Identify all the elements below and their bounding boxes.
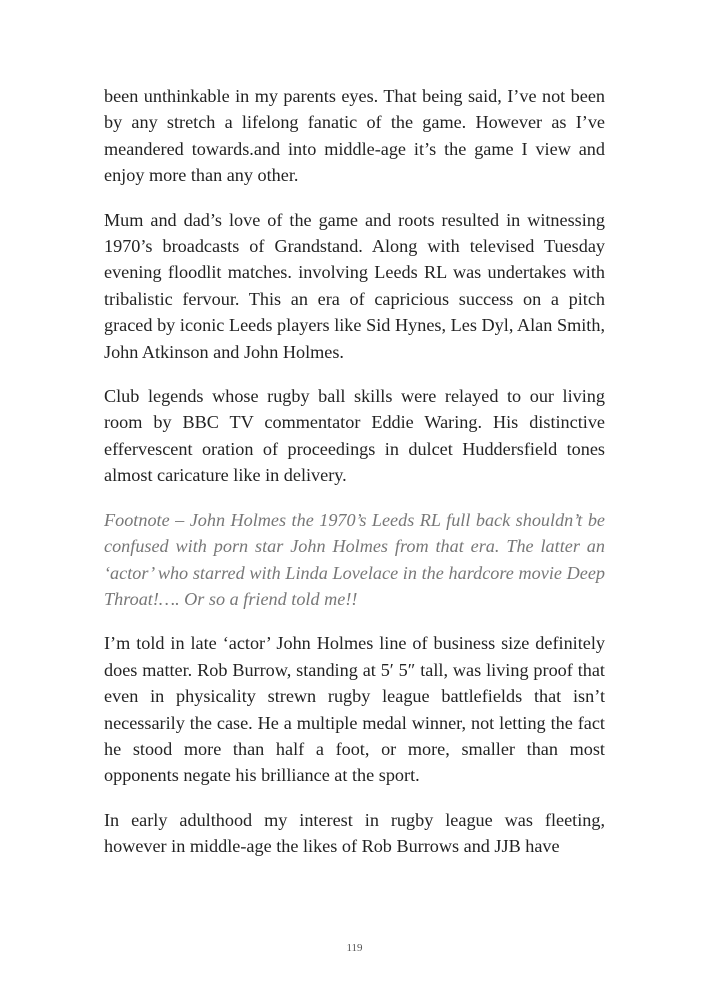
paragraph-4: I’m told in late ‘actor’ John Holmes line of business size definitely does matter. Rob Burrow, standing at 5′ 5″ tall, was living proof that even in physicality strewn rugby league battlefields that isn’t necessarily the case. He a multiple medal winner, not letting the fact he stood more than half a foot, or more, smaller than most opponents negate his brilliance at the sport. (104, 633, 605, 786)
paragraph-5: In early adulthood my interest in rugby league was fleeting, however in middle-age the likes of Rob Burrows and JJB have (104, 809, 605, 857)
page-number: 119 (346, 942, 363, 954)
paragraph-1: been unthinkable in my parents eyes. That being said, I’ve not been by any stretch a lifelong fanatic of the game. However as I’ve meandered towards.and into middle-age it’s the game I view and enjoy more than any other. (104, 86, 605, 186)
paragraph-2: Mum and dad’s love of the game and roots resulted in witnessing 1970’s broadcasts of Grandstand. Along with televised Tuesday evening floodlit matches. involving Leeds RL was undertakes with tribalistic fervour. This an era of capricious success on a pitch graced by iconic Leeds players like Sid Hynes, Les Dyl, Alan Smith, John Atkinson and John Holmes. (104, 209, 605, 362)
body-text (104, 83, 605, 878)
footnote: Footnote – John Holmes the 1970’s Leeds RL full back shouldn’t be confused with porn star John Holmes from that era. The latter an ‘actor’ who starred with Linda Lovelace in the hardcore movie Deep Throat!…. Or so a friend told me!! (104, 509, 605, 609)
paragraph-3: Club legends whose rugby ball skills were relayed to our living room by BBC TV commentator Eddie Waring. His distinctive effervescent oration of proceedings in dulcet Huddersfield tones almost caricature like in delivery. (104, 386, 605, 486)
